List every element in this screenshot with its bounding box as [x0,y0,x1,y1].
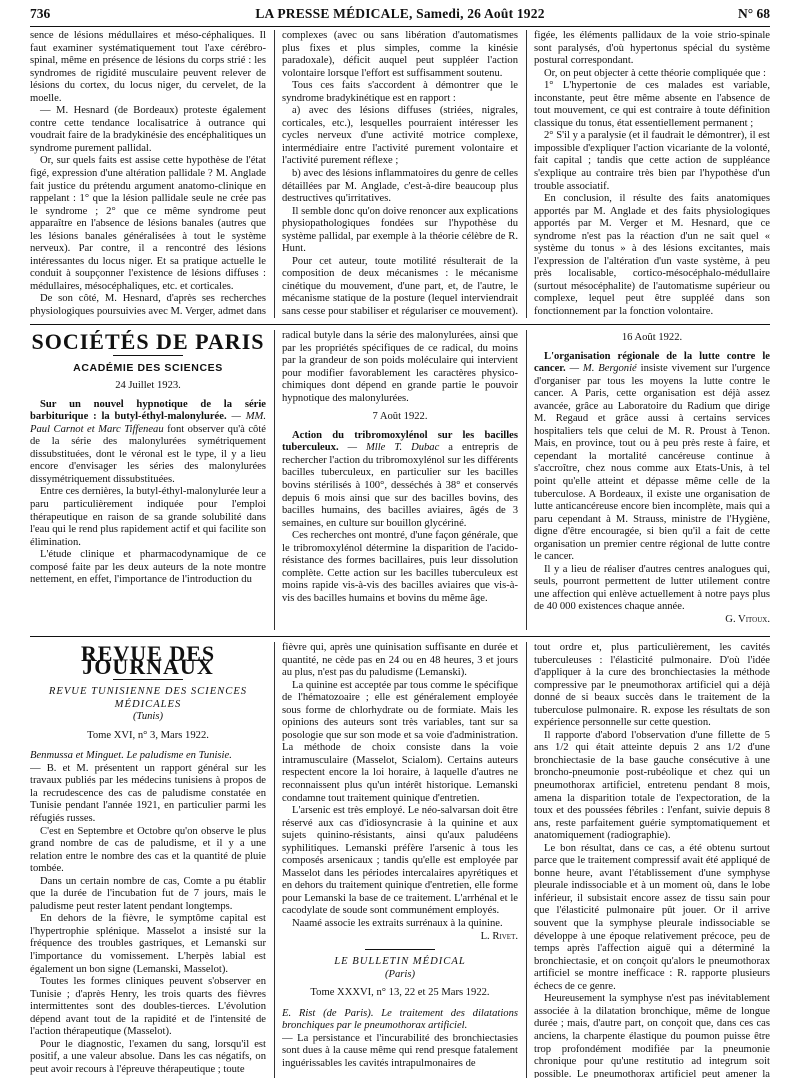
academy-heading: ACADÉMIE DES SCIENCES [73,361,223,374]
journal-place: (Paris) [384,968,415,980]
revue-column-2 [282,642,518,1078]
paragraph: Or, sur quels faits est assise cette hypothèse de l'état figé, expression d'une altération pallidale ? M. Anglade fait justice du prétendu argument anatomo-clinique en rappelant : 1° que la lésion pallidale seule ne crée pas le syndrome ; 2° que ce même syndrome peut apparaître en l'absence de lésions banales (autres que les lésions banales généralisées à tout le système nerveux). Par contre, il a rencontré des lésions intéressantes du locus niger. Et sa pratique actuelle le conduit à soupçonner l'existence de lésions diffuses : médullaires, mésocéphaliques, etc. et corticales. [30,155,266,292]
paragraph: figée, les éléments pallidaux de la voie strio-spinale sont paralysés, d'où hypertonus spécial du système postural correspondant. [534,30,770,67]
title-rule [113,679,183,680]
paragraph: radical butyle dans la série des malonylurées, ainsi que par les propriétés spécifiques de ce radical, du moins par la grandeur de son poids moléculaire qui intervient pour modifier favorablement les caractères physico-chimiques dont dépend en grande partie le pouvoir hypnotique des malonylurées. [282,330,518,404]
article-text: font observer qu'à côté de la série des malonylurées symétriquement dissubstituées, dont le véronal est le type, il y a lieu encore d'envisager les séries des malonylurées dissymétriquement dissubstituées. [30,423,266,485]
paragraph: En conclusion, il résulte des faits anatomiques apportés par M. Anglade et des faits physiologiques apportés par M. Verger et M. Hesnard, que ce syndrome n'est pas la réaction d'un ne sait quel « système du tonus » à des lésions excitantes, mais l'expression de l'altération d'un vaste système, à peu près localisable, cortico-mésocéphalo-médullaire (surtout mésocéphalite) de l'automatisme supérieur ou complexe, lequel peut être suppléé dans son fonctionnement par la fonction volontaire. [534,193,770,318]
paragraph: En dehors de la fièvre, le symptôme capital est l'hypertrophie splénique. Masselot a insisté sur la fréquence des troubles gastriques, et Lemanski sur l'importance du vomissement. L'herpès labial est également un bon signe (Lemanski, Masselot). [30,913,266,975]
paragraph: sence de lésions médullaires et méso-céphaliques. Il faut examiner systématiquement tout l'axe cérébro-spinal, même en présence de lésions du corps strié : les syndromes de rigidité musculaire peuvent relever de lésions du cortex, du locus niger, du cervelet, de la moelle. [30,30,266,104]
paragraph: Toutes les formes cliniques peuvent s'observer en Tunisie ; d'après Henry, les trois quarts des fièvres intermittentes sont des doubles-tierces. L'évolution dépend avant tout de la rapidité et de l'intensité de l'action thérapeutique (Masselot). [30,976,266,1038]
paragraph: Il rapporte d'abord l'observation d'une fillette de 5 ans 1/2 qui était atteinte depuis 2 ans 1/2 d'une bronchiectasie de la base gauche consécutive à une broncho-pneumonie post-rubéolique et chez qui un pneumothorax artificiel, entretenu pendant 8 mois, amena la disparition totale de l'expectoration, de la toux et des poussées fébriles : l'enfant, suivie depuis 8 ans, reste parfaitement guérie symptomatiquement et anatomiquement (radiographie). [534,729,770,842]
section-title-revue: REVUE DES JOURNAUX [80,642,216,679]
column-divider [526,330,527,630]
title-rule [113,355,183,356]
article-title: Sur un nouvel hypnotique de la série barbiturique : la butyl-éthyl-malonylurée. [30,398,266,423]
paragraph: complexes (avec ou sans libération d'automatismes plus fixes et plus simples, comme la kinésie paradoxale), déficit auquel peut suppléer l'action volontaire lorsque l'effort est suffisamment soutenu. [282,30,518,79]
page-header [30,4,770,27]
session-date: 24 Juillet 1923. [115,380,181,392]
paragraph: La quinine est acceptée par tous comme le spécifique de l'hématozoaire ; elle est généralement employée sous forme de chlorhydrate ou de formiate. Mais les opinions des auteurs sont très variables, tant sur sa posologie que sur son mode et sa voie d'administration. La méthode de choix consiste dans la voie intramusculaire (Masselot, Scialom). Certains auteurs respectent encore la loi horaire, à laquelle d'autres ne reconnaissent plus qu'un intérêt historique. Lemanski condamne tout traitement quinique d'entretien. [282,679,518,804]
paragraph: Le bon résultat, dans ce cas, a été obtenu surtout parce que le traitement compressif avait été appliqué de bonne heure, avant l'établissement d'une symphyse pleurale indissociable et à un moment où, dans le lobe inférieur, il subsistait encore assez de tissu sain pour que l'élasticité pulmonaire pût jouer. Or il arrive souvent que la symphyse pleurale indissociable se développe à une époque relativement précoce, peu de temps après l'affection aiguë qui a déterminé la bronchiectasie, et on conçoit qu'alors le pneumothorax artificiel se montre inefficace : R. rapporte plusieurs échecs de ce genre. [534,842,770,992]
revue-column-1 [30,642,266,1078]
top-column-1 [30,30,266,318]
paragraph: 1° L'hypertonie de ces malades est variable, inconstante, peut être même absente en l'absence de tout mouvement, ce qui est contraire à toute définition classique du tonus, état essentiellement permanent ; [534,80,770,129]
paragraph: Pour le diagnostic, l'examen du sang, lorsqu'il est positif, a une valeur absolue. Dans les cas négatifs, on peut avoir recours à l'épreuve thérapeutique ; toute [30,1038,266,1075]
title-rule [365,949,435,950]
column-divider [526,642,527,1078]
article-title: E. Rist (de Paris). Le traitement des dilatations bronchiques par le pneumothorax artificiel. [282,1007,518,1032]
column-divider [526,30,527,318]
paragraph: L'étude clinique et pharmacodynamique de ce composé faite par les deux auteurs de la note montre nettement, en effet, l'importance de l'introduction du [30,549,266,586]
article-text: a entrepris de rechercher l'action du tribromoxylénol sur les différents bacilles tuberculeux, en particulier sur les bacilles bovins stérilisés à 100°, desséchés à 38° et conservés depuis 6 mois ainsi que sur des bacilles bovins, des bacilles humains, des bacilles aviaires, âgés de 3 semaines, en culture sur bouillon glycériné. [282,442,518,529]
top-column-2 [282,30,518,318]
paragraph: — B. et M. présentent un rapport général sur les travaux publiés par les médecins tunisiens à propos de la recrudescence des cas de paludisme constatée en Tunisie pendant l'année 1921, en particulier parmi les réfugiés russes. [30,762,266,825]
issue-number: N° 68 [737,6,770,21]
paragraph: De son côté, M. Hesnard, d'après ses recherches physiologiques poursuivies avec M. Verger, admet dans [30,293,266,318]
paragraph: Il y a lieu de réaliser d'autres centres analogues qui, seuls, pourront permettent de lutter utilement contre une affection qui enlève actuellement à notre pays plus de 40 000 existences chaque année. [534,563,770,613]
paragraph: Il semble donc qu'on doive renoncer aux explications physiopathologiques fondées sur l'hypothèse du système pallidal, par exemple à la théorie célèbre de R. Hunt. [282,205,518,255]
section-title-societes: SOCIÉTÉS DE PARIS [31,330,265,354]
paragraph: Ces recherches ont montré, d'une façon générale, que le tribromoxylénol détermine la disparition de l'acido-résistance des formes bacillaires, puis leur dissolution complète. Cette action sur les bacilles tuberculeux est moins rapide vis-à-vis des bacilles aviaires que vis-à-vis des bacilles humains et bovins du même âge. [282,530,518,604]
paragraph: 2° S'il y a paralysie (et il faudrait le démontrer), il est impossible d'expliquer l'action vicariante de la volonté, fait capital ; tandis que cette action de suppléance s'explique au contraire très bien par l'hypothèse d'un trouble associatif. [534,130,770,192]
journal-title: LE BULLETIN MÉDICAL [334,956,466,968]
paragraph: Heureusement la symphyse n'est pas inévitablement associée à la dilatation bronchique, même de longue durée ; mais, d'autre part, on conçoit que, dans ces cas anciens, la charpente élastique du poumon puisse être trop profondément modifiée par la pneumonie chronique pour qu'une restitutio ad integrum soit possible. Le pneumothorax artificiel peut amener la [534,993,770,1078]
section-rule [30,636,770,637]
paragraph: Tous ces faits s'accordent à démontrer que le syndrome bradykinétique est en rapport : [282,80,518,104]
journal-volume: Tome XXXVI, n° 13, 22 et 25 Mars 1922. [310,987,490,999]
article-text: insiste vivement sur l'urgence d'organiser par tous les moyens la lutte contre le cancer. A Paris, cette organisation est déjà assez avancée, grâce au Laboratoire du Radium que dirige M. Regaud et grâce aussi à certains services hospitaliers tels que celui de M. R. Proust à Tenon. Mais, en province, tout ou à peu près reste à faire, et cependant la mortalité cancéreuse continue à s'accroître, chez nous comme aux Etats-Unis, à tel point qu'elle atteint et dépasse même celle de la tuberculose. A Bordeaux, il existe une organisation de lutte anticancéreuse encore bien incomplète, mais qui a paru cependant à M. Strauss, ministre de l'Hygiène, digne d'être encouragée, si bien qu'il a fait de cette organisation un premier centre régional de lutte contre le cancer. [534,363,770,563]
paragraph: C'est en Septembre et Octobre qu'on observe le plus grand nombre de cas de paludisme, et il y a une relation entre le nombre des cas et la quantité de pluie tombée. [30,825,266,875]
author-signature: L. Rivet. [480,930,518,942]
journal-volume: Tome XVI, n° 3, Mars 1922. [87,729,209,741]
societes-column-3 [534,330,770,630]
revue-column-3 [534,642,770,1078]
paragraph: — La persistance et l'incurabilité des bronchiectasies sont dues à la cause même qui rend presque fatalement inguérissables les cavités intrapulmonaires de [282,1032,518,1069]
column-divider [274,30,275,318]
article-authors: — MM. Paul Carnot et Marc Tiffeneau [30,411,266,435]
column-divider [274,330,275,630]
paragraph: fièvre qui, après une quinisation suffisante en durée et quantité, ne cède pas en 24 ou en 48 heures, 3 et jours au plus, n'est pas du paludisme (Lemanski). [282,642,518,679]
paragraph: Pour cet auteur, toute motilité résulterait de la composition de deux mécanismes : le mécanisme cinétique du mouvement, d'une part, et, de l'autre, le mécanisme statique de la posture (lequel interviendrait sans cesse pour stabiliser et régulariser ce mouvement). [282,255,518,318]
article-authors: — M. Bergonié [569,363,637,375]
author-signature: G. Vitoux. [725,614,770,626]
top-column-3 [534,30,770,318]
societes-column-2 [282,330,518,630]
paragraph: Entre ces dernières, la butyl-éthyl-malonylurée leur a paru particulièrement indiquée pour l'emploi thérapeutique en raison de sa grande solubilité dans l'eau qui le rend plus rapidement actif et qui facilite son élimination. [30,486,266,548]
session-date: 16 Août 1922. [621,332,683,343]
session-date: 7 Août 1922. [372,411,428,423]
journal-place: (Tunis) [132,711,164,723]
paragraph: — M. Hesnard (de Bordeaux) proteste également contre cette tendance localisatrice à outrance qui voudrait faire de la bradykinésie des encéphalitiques un syndrome purement pallidal. [30,105,266,154]
paragraph: tout ordre et, plus particulièrement, les cavités tuberculeuses : l'élasticité pulmonaire. D'où l'idée d'appliquer à la cure des bronchiectasies la méthode compressive par le pneumothorax artificiel qui a déjà donné de si beaux succès dans le traitement de la tuberculose pulmonaire. R. expose les résultats de son expérience personnelle sur cette question. [534,642,770,729]
societes-column-1 [30,330,266,630]
paragraph: Or, on peut objecter à cette théorie compliquée que : [544,67,766,79]
paragraph: L'arsenic est très employé. Le néo-salvarsan doit être réservé aux cas d'idiosyncrasie à la quinine et aux sujets quinino-résistants, ainsi qu'aux paludéens syphilitiques. Lemanski préfère l'arsenic à tous les composés arsenicaux ; tandis qu'elle est employée par Masselot dans les périodes intercalaires apyrétiques et en dehors du traitement quinique d'entretien, elle forme pour Lemanski la base de ce traitement. L'arrhénal et le cacodylate de soude sont communément employés. [282,805,518,917]
paragraph: Naamé associe les extraits surrénaux à la quinine. [292,918,503,930]
column-divider [274,642,275,1078]
article-title: Action du tribromoxylénol sur les bacilles tuberculeux. [282,429,518,454]
article-title: Benmussa et Minguet. Le paludisme en Tunisie. [30,750,232,762]
section-rule [30,324,770,325]
article-title: L'organisation régionale de la lutte contre le cancer. [534,350,770,375]
journal-running-title: LA PRESSE MÉDICALE, Samedi, 26 Août 1922 [255,6,545,21]
page-number: 736 [30,6,51,21]
journal-title: REVUE TUNISIENNE DES SCIENCES MÉDICALES [48,686,248,710]
paragraph: a) avec des lésions diffuses (striées, nigrales, corticales, etc.), lesquelles pourraient intéresser les cycles nerveux d'une activité motrice complexe, intermédiaire entre l'activité purement volontaire et l'activité purement réflexe ; [282,105,518,167]
paragraph: Dans un certain nombre de cas, Comte a pu établir que la durée de l'incubation fut de 7 jours, mais le paludisme peut rester latent pendant longtemps. [30,875,266,912]
article-authors: — Mlle T. Dubac [347,442,440,454]
paragraph: b) avec des lésions inflammatoires du genre de celles détaillées par M. Anglade, c'est-à-dire beaucoup plus destructives qu'irritatives. [282,168,518,205]
